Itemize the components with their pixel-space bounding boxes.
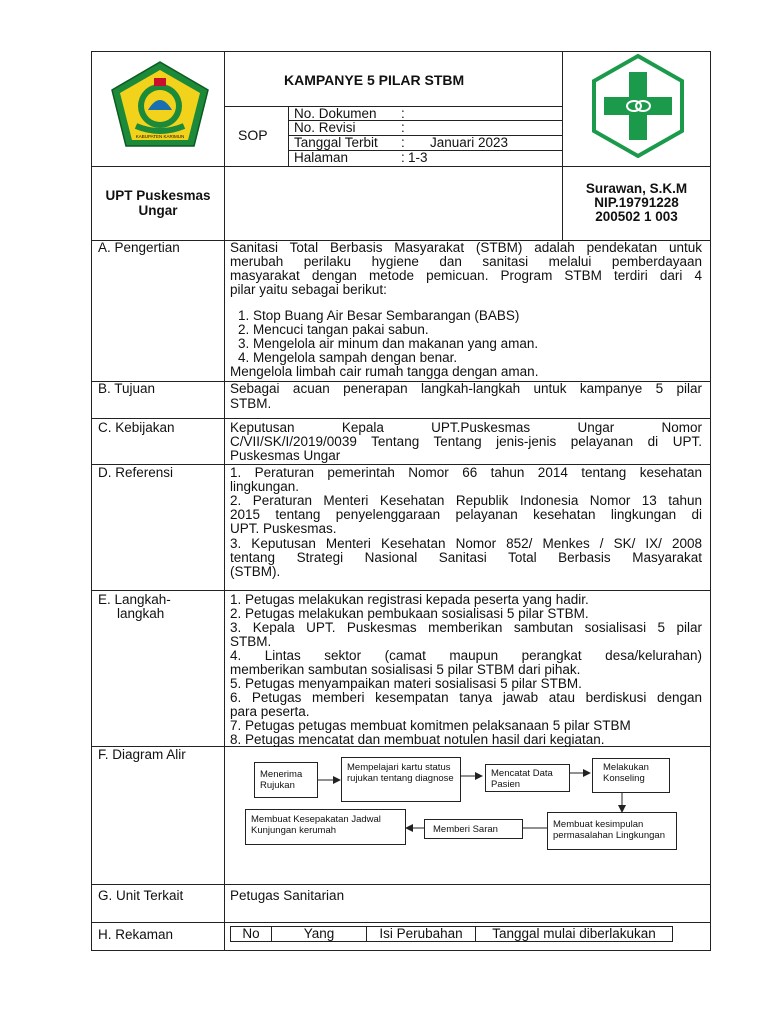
rekaman-col-tanggal: Tanggal mulai diberlakukan <box>492 926 656 941</box>
section-label-pengertian: A. Pengertian <box>98 240 180 255</box>
flow-box-memberi-saran: Memberi Saran <box>424 819 523 839</box>
pengertian-line: merubah perilaku hygiene dan sanitasi melalui pemberdayaan <box>230 254 702 269</box>
signer-nip: NIP.19791228 <box>594 195 679 210</box>
langkah-line: 7. Petugas petugas membuat komitmen pelaksanaan 5 pilar STBM <box>230 718 631 733</box>
pengertian-line: pilar yaitu sebagai berikut: <box>230 282 387 297</box>
signer-nip-line2: 200502 1 003 <box>595 209 678 224</box>
referensi-line: lingkungan. <box>230 479 300 494</box>
tujuan-line: STBM. <box>230 396 272 411</box>
referensi-line: UPT. Puskesmas. <box>230 521 337 536</box>
flow-box-membuat-kesimpulan: Membuat kesimpulan permasalahan Lingkungan <box>547 812 677 850</box>
pengertian-line: Sanitasi Total Berbasis Masyarakat (STBM) adalah pendekatan untuk <box>230 240 702 255</box>
doc-field-sep: : <box>401 135 405 150</box>
doc-field-label: Halaman <box>294 150 349 165</box>
logo-caption: KABUPATEN KARIMUN <box>135 134 185 139</box>
flow-box-mempelajari-kartu: Mempelajari kartu status rujukan tentang diagnose <box>341 757 461 802</box>
rekaman-col-yang: Yang <box>303 926 335 941</box>
tujuan-line: Sebagai acuan penerapan langkah-langkah untuk kampanye 5 pilar <box>230 381 702 396</box>
doc-field-value: 1-3 <box>408 150 428 165</box>
section-label-rekaman: H. Rekaman <box>98 927 174 942</box>
doc-field-value: Januari 2023 <box>430 135 509 150</box>
langkah-line: STBM. <box>230 634 272 649</box>
referensi-line: 2015 tentang penyelenggaraan pelayanan kesehatan lingkungan di <box>230 507 702 522</box>
pengertian-line: masyarakat dengan metode pemicuan. Program STBM terdiri dari 4 <box>230 268 702 283</box>
referensi-line: tentang Strategi Nasional Sanitasi Total Berbasis Masyarakat <box>230 550 702 565</box>
pillar-item-5: Mengelola limbah cair rumah tangga dengan aman. <box>230 364 539 379</box>
section-label-kebijakan: C. Kebijakan <box>98 420 175 435</box>
doc-field-sep: : <box>401 150 405 165</box>
kebijakan-line: Puskesmas Ungar <box>230 448 341 463</box>
section-label-unit: G. Unit Terkait <box>98 888 184 903</box>
section-label-langkah-line2: langkah <box>117 606 165 621</box>
rekaman-col-no: No <box>242 926 260 941</box>
langkah-line: 3. Kepala UPT. Puskesmas memberikan sambutan sosialisasi 5 pilar <box>230 620 702 635</box>
langkah-line: 4. Lintas sektor (camat maupun perangkat desa/kelurahan) <box>230 648 702 663</box>
kebijakan-line: Keputusan Kepala UPT.Puskesmas Ungar Nomor <box>230 420 702 435</box>
pillar-item: 2. Mencuci tangan pakai sabun. <box>238 322 429 337</box>
doc-field-sep: : <box>401 106 405 121</box>
flow-box-mencatat-data: Mencatat Data Pasien <box>485 764 570 792</box>
kebijakan-line: C/VII/SK/I/2019/0039 Tentang Tentang jenis-jenis pelayanan di UPT. <box>230 434 702 449</box>
doc-field-sep: : <box>401 120 405 135</box>
langkah-line: 8. Petugas mencatat dan membuat notulen hasil dari kegiatan. <box>230 732 605 747</box>
pillar-item: 3. Mengelola air minum dan makanan yang aman. <box>238 336 539 351</box>
flow-box-melakukan-konseling: Melakukan Konseling <box>592 758 670 793</box>
section-label-tujuan: B. Tujuan <box>98 381 156 396</box>
doc-field-label: No. Dokumen <box>294 106 377 121</box>
section-label-referensi: D. Referensi <box>98 465 174 480</box>
doc-field-label: Tanggal Terbit <box>294 135 378 150</box>
regency-logo <box>108 60 212 148</box>
doc-field-label: No. Revisi <box>294 120 356 135</box>
flow-box-membuat-kesepakatan: Membuat Kesepakatan Jadwal Kunjungan kerumah <box>245 809 406 845</box>
langkah-line: para peserta. <box>230 704 310 719</box>
document-title: KAMPANYE 5 PILAR STBM <box>284 72 465 88</box>
org-name: UPT Puskesmas <box>105 188 211 203</box>
referensi-line: 3. Keputusan Menteri Kesehatan Nomor 852/ Menkes / SK/ IX/ 2008 <box>230 536 702 551</box>
langkah-line: 1. Petugas melakukan registrasi kepada peserta yang hadir. <box>230 592 589 607</box>
pillar-item: 4. Mengelola sampah dengan benar. <box>238 350 458 365</box>
org-name-line2: Ungar <box>138 203 178 218</box>
langkah-line: memberikan sambutan sosialisasi 5 pilar STBM dari pihak. <box>230 662 581 677</box>
rekaman-col-isi: Isi Perubahan <box>379 926 463 941</box>
referensi-line: 1. Peraturan pemerintah Nomor 66 tahun 2014 tentang kesehatan <box>230 465 702 480</box>
section-label-langkah: E. Langkah- <box>98 592 171 607</box>
unit-value: Petugas Sanitarian <box>230 888 345 903</box>
flow-box-menerima-rujukan: Menerima Rujukan <box>254 762 318 798</box>
langkah-line: 5. Petugas menyampaikan materi sosialisasi 5 pilar STBM. <box>230 676 582 691</box>
section-label-diagram: F. Diagram Alir <box>98 747 186 762</box>
langkah-line: 2. Petugas melakukan pembukaan sosialisasi 5 pilar STBM. <box>230 606 589 621</box>
signer-name: Surawan, S.K.M <box>585 181 688 196</box>
langkah-line: 6. Petugas memberi kesempatan tanya jawab atau berdiskusi dengan <box>230 690 702 705</box>
puskesmas-cross-logo <box>592 54 684 158</box>
referensi-line: (STBM). <box>230 564 281 579</box>
referensi-line: 2. Peraturan Menteri Kesehatan Republik Indonesia Nomor 13 tahun <box>230 493 702 508</box>
sop-label: SOP <box>238 127 268 143</box>
pillar-item: 1. Stop Buang Air Besar Sembarangan (BABS) <box>238 308 520 323</box>
